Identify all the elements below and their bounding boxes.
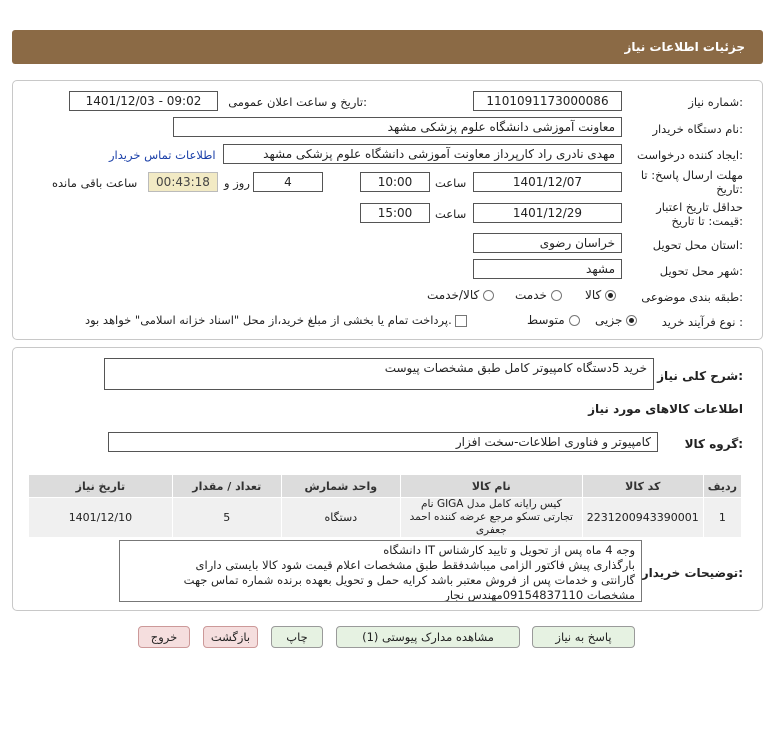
buyer-org-label: نام دستگاه خریدار: (652, 122, 743, 136)
goods-section-title: اطلاعات کالاهای مورد نیاز (588, 402, 743, 416)
remaining-timer: 00:43:18 (148, 172, 218, 192)
cell-name: کیس رایانه کامل مدل GIGA نام تجارتی تسکو مرجع عرضه کننده احمد جعفری (400, 498, 582, 538)
col-unit: واحد شمارش (281, 475, 400, 498)
radio-both-icon[interactable] (483, 290, 494, 301)
process-option-medium[interactable]: متوسط (527, 313, 580, 327)
col-date: تاریخ نیاز (29, 475, 173, 498)
cell-row: 1 (703, 498, 741, 538)
cell-date: 1401/12/10 (29, 498, 173, 538)
notes-line-1: وجه 4 ماه پس از تحویل و تایید کارشناس IT دانشگاه (383, 543, 635, 557)
city-field: مشهد (473, 259, 622, 279)
summary-field: خرید 5دستگاه کامپیوتر کامل طبق مشخصات پیوست (104, 358, 654, 390)
deadline-time-field: 10:00 (360, 172, 430, 192)
cell-qty: 5 (172, 498, 281, 538)
deadline-date-field: 1401/12/07 (473, 172, 622, 192)
creator-field: مهدی نادری راد کارپرداز معاونت آموزشی دانشگاه علوم پزشکی مشهد (223, 144, 622, 164)
city-label: شهر محل تحویل: (659, 264, 743, 278)
radio-goods-icon[interactable] (605, 290, 616, 301)
notes-textarea[interactable] (119, 540, 642, 602)
table-row (29, 498, 742, 538)
deadline-label-1: مهلت ارسال پاسخ: تا (640, 168, 743, 182)
process-label: نوع فرآیند خرید : (661, 315, 743, 329)
validity-time-field: 15:00 (360, 203, 430, 223)
back-button[interactable]: بازگشت (203, 626, 258, 648)
category-option-goods[interactable]: کالا (585, 288, 616, 302)
payment-note: پرداخت تمام یا بخشی از مبلغ خرید،از محل "اسناد خزانه اسلامی" خواهد بود. (85, 313, 467, 327)
exit-button[interactable]: خروج (138, 626, 190, 648)
creator-label: ایجاد کننده درخواست: (637, 148, 743, 162)
announce-field: 1401/12/03 - 09:02 (69, 91, 218, 111)
treasury-checkbox[interactable] (455, 315, 467, 327)
province-field: خراسان رضوی (473, 233, 622, 253)
goods-table (28, 474, 742, 538)
cell-code: 2231200943390001 (582, 498, 703, 538)
col-row: ردیف (703, 475, 741, 498)
need-number-field: 1101091173000086 (473, 91, 622, 111)
days-field: 4 (253, 172, 323, 192)
notes-label: توضیحات خریدار: (641, 566, 743, 580)
notes-line-4: مشخصات 09154837110مهندس نجار (444, 588, 635, 602)
reply-button[interactable]: پاسخ به نیاز (532, 626, 635, 648)
need-number-label: شماره نیاز: (688, 95, 743, 109)
contact-buyer-link[interactable]: اطلاعات تماس خریدار (109, 148, 216, 162)
print-button[interactable]: چاپ (271, 626, 323, 648)
deadline-time-label: ساعت (435, 176, 467, 190)
validity-date-field: 1401/12/29 (473, 203, 622, 223)
cell-unit: دستگاه (281, 498, 400, 538)
summary-label: شرح کلی نیاز: (657, 369, 743, 383)
buyer-org-field: معاونت آموزشی دانشگاه علوم پزشکی مشهد (173, 117, 622, 137)
attachments-button[interactable]: مشاهده مدارک پیوستی (1) (336, 626, 520, 648)
process-option-minor[interactable]: جزیی (595, 313, 637, 327)
province-label: استان محل تحویل: (652, 238, 743, 252)
radio-service-icon[interactable] (551, 290, 562, 301)
col-code: کد کالا (582, 475, 703, 498)
notes-line-3: گارانتی و خدمات پس از فروش معتبر باشد کرایه حمل و تحویل بعهده برنده شماره تماس جهت (183, 573, 635, 587)
validity-label-2: قیمت: تا تاریخ: (671, 214, 743, 228)
deadline-label-2: تاریخ: (716, 182, 743, 196)
notes-line-2: بارگذاری پیش فاکتور الزامی میباشدفقط طبق مشخصات اعلام قیمت شود کالا بایستی دارای (195, 558, 635, 572)
category-option-both[interactable]: کالا/خدمت (427, 288, 494, 302)
group-field: کامپیوتر و فناوری اطلاعات-سخت افزار (108, 432, 658, 452)
validity-label-1: حداقل تاریخ اعتبار (656, 200, 743, 214)
validity-time-label: ساعت (435, 207, 467, 221)
days-label: روز و (224, 176, 250, 190)
col-name: نام کالا (400, 475, 582, 498)
remaining-label: ساعت باقی مانده (52, 176, 138, 190)
group-label: گروه کالا: (684, 437, 743, 451)
radio-minor-icon[interactable] (626, 315, 637, 326)
radio-medium-icon[interactable] (569, 315, 580, 326)
category-option-service[interactable]: خدمت (515, 288, 562, 302)
announce-label: تاریخ و ساعت اعلان عمومی: (228, 95, 367, 109)
table-header-row (29, 475, 742, 498)
page-title: جزئیات اطلاعات نیاز (624, 40, 745, 54)
category-label: طبقه بندی موضوعی: (641, 290, 743, 304)
col-qty: تعداد / مقدار (172, 475, 281, 498)
page-header (12, 30, 763, 64)
